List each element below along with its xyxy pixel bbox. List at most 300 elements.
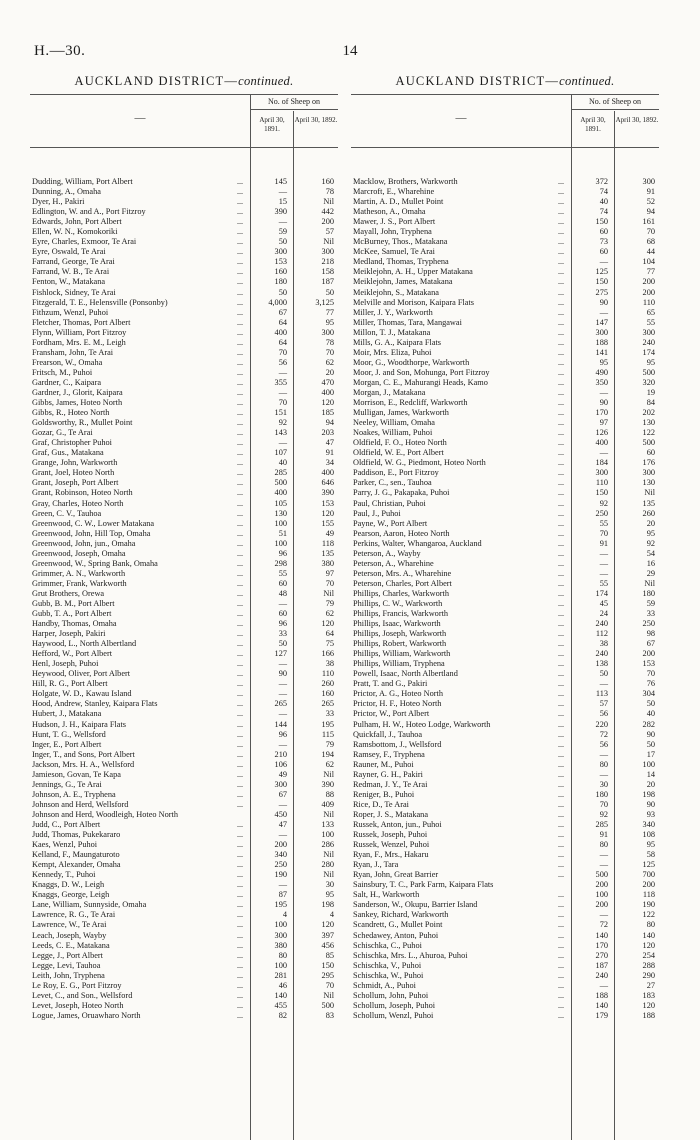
leader-dots: ... xyxy=(237,588,243,598)
date-1892-header: April 30, 1892. xyxy=(294,116,338,124)
table-row xyxy=(30,1001,338,1011)
leader-dots: ... xyxy=(237,850,243,860)
sheep-count-1891: 220 xyxy=(595,719,608,729)
sheep-count-1892: 187 xyxy=(321,277,334,287)
table-row xyxy=(30,529,338,539)
table-row xyxy=(30,549,338,559)
sheep-count-1891: — xyxy=(599,568,608,578)
table-row xyxy=(30,288,338,298)
table-row xyxy=(351,358,659,368)
leader-dots: ... xyxy=(558,930,564,940)
sheep-count-1891: 190 xyxy=(274,870,287,880)
table-row xyxy=(351,187,659,197)
owner-name: Eyre, Charles, Exmoor, Te Arai xyxy=(32,237,137,247)
sheep-count-1891: 151 xyxy=(274,408,287,418)
leader-dots: ... xyxy=(558,448,564,458)
table-row xyxy=(351,247,659,257)
owner-name: Schollum, John, Puhoi xyxy=(353,990,429,1000)
sheep-count-1892: 118 xyxy=(642,890,655,900)
table-row xyxy=(351,529,659,539)
leader-dots: ... xyxy=(558,960,564,970)
sheep-count-1891: 48 xyxy=(278,588,287,598)
owner-name: Fitzgerald, T. E., Helensville (Ponsonby) xyxy=(32,297,168,307)
leader-dots: ... xyxy=(558,337,564,347)
leader-dots: ... xyxy=(558,468,564,478)
sheep-count-1891: 74 xyxy=(599,207,608,217)
table-row xyxy=(30,920,338,930)
leader-dots: ... xyxy=(558,398,564,408)
sheep-count-1891: — xyxy=(278,799,287,809)
sheep-count-1892: Nil xyxy=(644,578,655,588)
leader-dots: ... xyxy=(237,237,243,247)
table-row xyxy=(351,951,659,961)
leader-dots: ... xyxy=(558,900,564,910)
sheep-count-1892: 288 xyxy=(642,960,655,970)
owner-name: Phillips, Francis, Warkworth xyxy=(353,609,449,619)
table-row xyxy=(30,338,338,348)
owner-name: Dyer, H., Pakiri xyxy=(32,197,85,207)
leader-dots: ... xyxy=(558,809,564,819)
table-row xyxy=(30,468,338,478)
owner-name: Handby, Thomas, Omaha xyxy=(32,619,117,629)
leader-dots: ... xyxy=(558,759,564,769)
sheep-count-1892: 33 xyxy=(325,709,334,719)
owner-name: Johnson and Herd, Woodleigh, Hoteo North xyxy=(32,809,178,819)
sheep-count-1891: 4 xyxy=(282,910,287,920)
table-row xyxy=(30,649,338,659)
sheep-count-1892: 70 xyxy=(325,347,334,357)
owner-name: Mills, G. A., Kaipara Flats xyxy=(353,337,442,347)
sheep-count-1891: 100 xyxy=(274,518,287,528)
table-row xyxy=(30,850,338,860)
leader-dots: ... xyxy=(558,227,564,237)
owner-name: Sainsbury, T. C., Park Farm, Kaipara Flats xyxy=(353,880,494,890)
sheep-count-1892: 700 xyxy=(642,870,655,880)
name-column-header: — xyxy=(134,112,146,124)
table-row xyxy=(30,740,338,750)
sheep-count-1892: 62 xyxy=(325,357,334,367)
leader-dots: ... xyxy=(237,769,243,779)
table-row xyxy=(30,780,338,790)
leader-dots: ... xyxy=(237,508,243,518)
sheep-count-1891: 400 xyxy=(274,327,287,337)
owner-name: Grimmer, A. N., Warkworth xyxy=(32,568,126,578)
sheep-count-1892: 79 xyxy=(325,598,334,608)
sheep-count-1891: 140 xyxy=(595,930,608,940)
owner-name: Neeley, William, Omaha xyxy=(353,418,435,428)
sheep-count-1891: 110 xyxy=(595,478,608,488)
owner-name: Schollum, Wenzl, Puhoi xyxy=(353,1010,434,1020)
table-row xyxy=(351,197,659,207)
leader-dots: ... xyxy=(237,448,243,458)
sheep-count-1892: 300 xyxy=(642,327,655,337)
sheep-count-1892: 390 xyxy=(321,779,334,789)
sheep-count-1892: 198 xyxy=(642,789,655,799)
owner-name: Kaes, Wenzl, Puhoi xyxy=(32,840,98,850)
owner-name: Phillips, Joseph, Warkworth xyxy=(353,629,447,639)
owner-name: Grant, Joseph, Port Albert xyxy=(32,478,119,488)
table-row xyxy=(30,539,338,549)
leader-dots: ... xyxy=(558,588,564,598)
table-row xyxy=(30,358,338,368)
owner-name: Farrand, W. B., Te Arai xyxy=(32,267,110,277)
sheep-count-1892: 397 xyxy=(321,930,334,940)
sheep-count-1891: 92 xyxy=(278,418,287,428)
sheep-count-1892: 166 xyxy=(321,649,334,659)
owner-name: Scandrett, G., Mullet Point xyxy=(353,920,443,930)
sheep-count-1892: 470 xyxy=(321,377,334,387)
sheep-count-1891: — xyxy=(278,598,287,608)
sheep-count-1892: 500 xyxy=(642,367,655,377)
sheep-count-1892: 97 xyxy=(325,568,334,578)
owner-name: Gibbs, James, Hoteo North xyxy=(32,398,123,408)
sheep-count-1891: 90 xyxy=(599,398,608,408)
leader-dots: ... xyxy=(558,870,564,880)
sheep-count-1892: 98 xyxy=(646,629,655,639)
table-row xyxy=(351,910,659,920)
owner-name: Hood, Andrew, Stanley, Kaipara Flats xyxy=(32,699,158,709)
leader-dots: ... xyxy=(558,890,564,900)
sheep-count-1892: 17 xyxy=(646,749,655,759)
leader-dots: ... xyxy=(237,177,243,186)
leader-dots: ... xyxy=(558,277,564,287)
sheep-count-1892: 77 xyxy=(646,267,655,277)
sheep-count-1891: 147 xyxy=(595,317,608,327)
leader-dots: ... xyxy=(558,367,564,377)
owner-name: Martin, A. D., Mullet Point xyxy=(353,197,444,207)
sheep-count-1892: 176 xyxy=(642,458,655,468)
sheep-count-1892: 20 xyxy=(646,779,655,789)
owner-name: Eyre, Oswald, Te Arai xyxy=(32,247,106,257)
owner-name: Graf, Gus., Matakana xyxy=(32,448,104,458)
owner-name: Lane, William, Sunnyside, Omaha xyxy=(32,900,147,910)
table-row xyxy=(30,679,338,689)
sheep-count-1891: — xyxy=(599,910,608,920)
sheep-count-1892: 265 xyxy=(321,699,334,709)
table-row xyxy=(30,840,338,850)
sheep-count-1891: 150 xyxy=(595,488,608,498)
leader-dots: ... xyxy=(237,930,243,940)
sheep-count-1892: 34 xyxy=(325,458,334,468)
leader-dots: ... xyxy=(558,840,564,850)
leader-dots: ... xyxy=(558,518,564,528)
sheep-count-1892: 203 xyxy=(321,428,334,438)
sheep-count-1891: 160 xyxy=(274,267,287,277)
owner-name: Medland, Thomas, Tryphena xyxy=(353,257,449,267)
table-row xyxy=(30,559,338,569)
sheep-count-1891: — xyxy=(599,307,608,317)
table-row xyxy=(351,890,659,900)
sheep-count-1891: 150 xyxy=(595,217,608,227)
sheep-count-1892: 380 xyxy=(321,558,334,568)
sheep-count-1891: 60 xyxy=(278,578,287,588)
owner-name: Moor, G., Woodthorpe, Warkworth xyxy=(353,357,470,367)
leader-dots: ... xyxy=(237,398,243,408)
sheep-count-1891: 74 xyxy=(599,187,608,197)
leader-dots: ... xyxy=(237,257,243,267)
owner-name: Rice, D., Te Arai xyxy=(353,799,409,809)
owner-name: Johnson and Herd, Wellsford xyxy=(32,799,129,809)
sheep-count-header: No. of Sheep on xyxy=(571,97,659,110)
sheep-count-1891: 130 xyxy=(274,508,287,518)
sheep-count-1892: 286 xyxy=(321,840,334,850)
owner-name: Redman, J. Y., Te Arai xyxy=(353,779,428,789)
sheep-count-1892: 70 xyxy=(646,227,655,237)
owner-name: Ryan, John, Great Barrier xyxy=(353,870,439,880)
sheep-count-1892: 29 xyxy=(646,568,655,578)
table-row xyxy=(351,699,659,709)
owner-name: Russek, Joseph, Puhoi xyxy=(353,830,428,840)
leader-dots: ... xyxy=(558,990,564,1000)
table-row xyxy=(30,227,338,237)
sheep-count-1891: 143 xyxy=(274,428,287,438)
table-row xyxy=(351,900,659,910)
sheep-count-1892: 198 xyxy=(321,900,334,910)
sheep-count-1892: 90 xyxy=(646,729,655,739)
sheep-count-1892: 500 xyxy=(642,438,655,448)
sheep-count-1891: 100 xyxy=(595,890,608,900)
leader-dots: ... xyxy=(237,558,243,568)
leader-dots: ... xyxy=(558,558,564,568)
sheep-count-1891: 91 xyxy=(599,830,608,840)
sheep-count-1891: 92 xyxy=(599,498,608,508)
leader-dots: ... xyxy=(558,287,564,297)
owner-name: Grut Brothers, Orewa xyxy=(32,588,105,598)
table-row xyxy=(351,780,659,790)
leader-dots: ... xyxy=(237,709,243,719)
sheep-count-1892: 150 xyxy=(321,960,334,970)
leader-dots: ... xyxy=(237,408,243,418)
sheep-count-1891: 80 xyxy=(278,950,287,960)
sheep-count-1892: 135 xyxy=(321,548,334,558)
sheep-count-1891: 64 xyxy=(278,317,287,327)
sheep-count-1892: 400 xyxy=(321,387,334,397)
leader-dots: ... xyxy=(237,749,243,759)
table-row xyxy=(30,478,338,488)
sheep-count-1891: 188 xyxy=(595,990,608,1000)
table-row xyxy=(351,468,659,478)
sheep-count-1892: 300 xyxy=(321,247,334,257)
owner-name: Schischka, W., Puhoi xyxy=(353,970,424,980)
sheep-count-1892: 115 xyxy=(321,729,334,739)
table-row xyxy=(351,619,659,629)
sheep-count-1892: 30 xyxy=(325,880,334,890)
sheep-count-1892: 47 xyxy=(325,438,334,448)
owner-name: Phillips, Charles, Warkworth xyxy=(353,588,449,598)
owner-name: Levet, C., and Son., Wellsford xyxy=(32,990,133,1000)
leader-dots: ... xyxy=(558,387,564,397)
leader-dots: ... xyxy=(237,659,243,669)
sheep-count-1891: — xyxy=(278,438,287,448)
sheep-count-1892: 78 xyxy=(325,187,334,197)
sheep-count-1891: 55 xyxy=(599,518,608,528)
table-row xyxy=(30,890,338,900)
sheep-count-1892: 185 xyxy=(321,408,334,418)
table-row xyxy=(30,1011,338,1021)
table-row xyxy=(351,709,659,719)
owner-name: Schischka, C., Puhoi xyxy=(353,940,422,950)
sheep-count-1891: 51 xyxy=(278,528,287,538)
sheep-count-1891: 355 xyxy=(274,377,287,387)
sheep-count-1891: 195 xyxy=(274,900,287,910)
sheep-count-1892: 4 xyxy=(329,910,334,920)
owner-name: Rauner, M., Puhoi xyxy=(353,759,414,769)
leader-dots: ... xyxy=(237,779,243,789)
sheep-count-1892: 456 xyxy=(321,940,334,950)
owner-name: Schollum, Joseph, Puhoi xyxy=(353,1000,436,1010)
owner-name: Harper, Joseph, Pakiri xyxy=(32,629,106,639)
leader-dots: ... xyxy=(558,820,564,829)
sheep-count-1891: 96 xyxy=(278,548,287,558)
owner-name: Moor, J. and Son, Mohunga, Port Fitzroy xyxy=(353,367,490,377)
leader-dots: ... xyxy=(558,749,564,759)
table-row xyxy=(351,649,659,659)
owner-name: Mayall, John, Tryphena xyxy=(353,227,432,237)
owner-name: Gozar, G., Te Arai xyxy=(32,428,93,438)
sheep-count-1892: 158 xyxy=(321,267,334,277)
owner-name: Greenwood, Joseph, Omaha xyxy=(32,548,126,558)
sheep-count-1891: — xyxy=(278,739,287,749)
leader-dots: ... xyxy=(558,307,564,317)
sheep-count-1891: — xyxy=(278,689,287,699)
sheep-count-1892: 110 xyxy=(642,297,655,307)
owner-name: Phillips, Robert, Warkworth xyxy=(353,639,447,649)
sheep-count-1892: 300 xyxy=(642,177,655,186)
sheep-count-1891: 400 xyxy=(274,488,287,498)
sheep-count-1891: — xyxy=(599,548,608,558)
sheep-count-1891: 73 xyxy=(599,237,608,247)
sheep-count-1891: 67 xyxy=(278,307,287,317)
table-row xyxy=(351,991,659,1001)
table-row xyxy=(351,418,659,428)
owner-name: Roper, J. S., Matakana xyxy=(353,809,429,819)
sheep-count-1892: 110 xyxy=(321,669,334,679)
owner-name: Oldfield, F. O., Hoteo North xyxy=(353,438,447,448)
sheep-count-1891: 46 xyxy=(278,980,287,990)
leader-dots: ... xyxy=(237,357,243,367)
sheep-count-1891: 59 xyxy=(278,227,287,237)
leader-dots: ... xyxy=(237,870,243,880)
sheep-count-1892: 77 xyxy=(325,307,334,317)
leader-dots: ... xyxy=(558,1000,564,1010)
sheep-count-1892: 161 xyxy=(642,217,655,227)
owner-name: Paul, Christian, Puhoi xyxy=(353,498,426,508)
table-title: AUCKLAND DISTRICT—continued. xyxy=(74,74,294,88)
owner-name: Peterson, Mrs. A., Wharehine xyxy=(353,568,452,578)
leader-dots: ... xyxy=(558,207,564,217)
sheep-count-1892: 91 xyxy=(646,187,655,197)
sheep-count-1891: 100 xyxy=(274,920,287,930)
sheep-count-1892: 94 xyxy=(646,207,655,217)
sheep-count-1891: 45 xyxy=(599,598,608,608)
owner-name: Schedawey, Anton, Puhoi xyxy=(353,930,439,940)
sheep-count-1891: 250 xyxy=(595,508,608,518)
sheep-count-1891: 87 xyxy=(278,890,287,900)
sheep-count-1892: 295 xyxy=(321,970,334,980)
table-row xyxy=(30,569,338,579)
owner-name: Gibbs, R., Hoteo North xyxy=(32,408,110,418)
sheep-count-1891: 179 xyxy=(595,1010,608,1020)
leader-dots: ... xyxy=(237,759,243,769)
table-row xyxy=(351,810,659,820)
sheep-count-1891: 95 xyxy=(599,357,608,367)
sheep-count-1891: 170 xyxy=(595,940,608,950)
left-table xyxy=(30,74,338,1021)
table-row xyxy=(30,398,338,408)
leader-dots: ... xyxy=(237,598,243,608)
table-row xyxy=(351,740,659,750)
sheep-count-1891: 72 xyxy=(599,729,608,739)
leader-dots: ... xyxy=(558,538,564,548)
sheep-count-1891: 450 xyxy=(274,809,287,819)
owner-name: Fordham, Mrs. E. M., Leigh xyxy=(32,337,126,347)
sheep-count-1892: 500 xyxy=(321,1000,334,1010)
owner-name: Grimmer, Frank, Warkworth xyxy=(32,578,127,588)
sheep-count-1891: — xyxy=(278,880,287,890)
sheep-count-1892: 27 xyxy=(646,980,655,990)
sheep-count-1892: Nil xyxy=(323,990,334,1000)
table-row xyxy=(30,820,338,830)
table-row xyxy=(351,669,659,679)
sheep-count-1892: 409 xyxy=(321,799,334,809)
owner-name: Gardner, C., Kaipara xyxy=(32,377,102,387)
sheep-count-1891: 55 xyxy=(278,568,287,578)
table-row xyxy=(351,880,659,890)
table-row xyxy=(351,499,659,509)
leader-dots: ... xyxy=(237,840,243,850)
leader-dots: ... xyxy=(237,428,243,438)
sheep-count-1892: 120 xyxy=(321,619,334,629)
table-row xyxy=(30,800,338,810)
sheep-count-1892: 55 xyxy=(646,317,655,327)
leader-dots: ... xyxy=(237,699,243,709)
sheep-count-1891: — xyxy=(599,387,608,397)
owner-name: Pearson, Aaron, Hoteo North xyxy=(353,528,450,538)
table-row xyxy=(30,388,338,398)
table-title: AUCKLAND DISTRICT—continued. xyxy=(395,74,615,88)
sheep-count-1891: 265 xyxy=(274,699,287,709)
sheep-count-1892: 85 xyxy=(325,950,334,960)
table-row xyxy=(30,870,338,880)
sheep-count-1892: 20 xyxy=(646,518,655,528)
leader-dots: ... xyxy=(237,950,243,960)
sheep-count-1891: 70 xyxy=(599,799,608,809)
leader-dots: ... xyxy=(558,177,564,186)
leader-dots: ... xyxy=(558,428,564,438)
table-row xyxy=(30,519,338,529)
leader-dots: ... xyxy=(558,940,564,950)
table-row xyxy=(351,348,659,358)
sheep-count-1891: 72 xyxy=(599,920,608,930)
leader-dots: ... xyxy=(558,669,564,679)
table-row xyxy=(351,539,659,549)
leader-dots: ... xyxy=(558,789,564,799)
sheep-count-1892: 84 xyxy=(646,398,655,408)
table-row xyxy=(30,277,338,287)
sheep-count-1892: 254 xyxy=(642,950,655,960)
owner-name: Russek, Anton, jun., Puhoi xyxy=(353,820,442,829)
leader-dots: ... xyxy=(558,779,564,789)
sheep-count-1892: 91 xyxy=(325,448,334,458)
table-row xyxy=(30,509,338,519)
sheep-count-1892: 49 xyxy=(325,528,334,538)
owner-name: Miller, Thomas, Tara, Mangawai xyxy=(353,317,462,327)
owner-name: McKee, Samuel, Te Arai xyxy=(353,247,435,257)
name-column-header: — xyxy=(455,112,467,124)
sheep-count-1892: 155 xyxy=(321,518,334,528)
owner-name: Ryan, J., Tara xyxy=(353,860,399,870)
leader-dots: ... xyxy=(558,347,564,357)
